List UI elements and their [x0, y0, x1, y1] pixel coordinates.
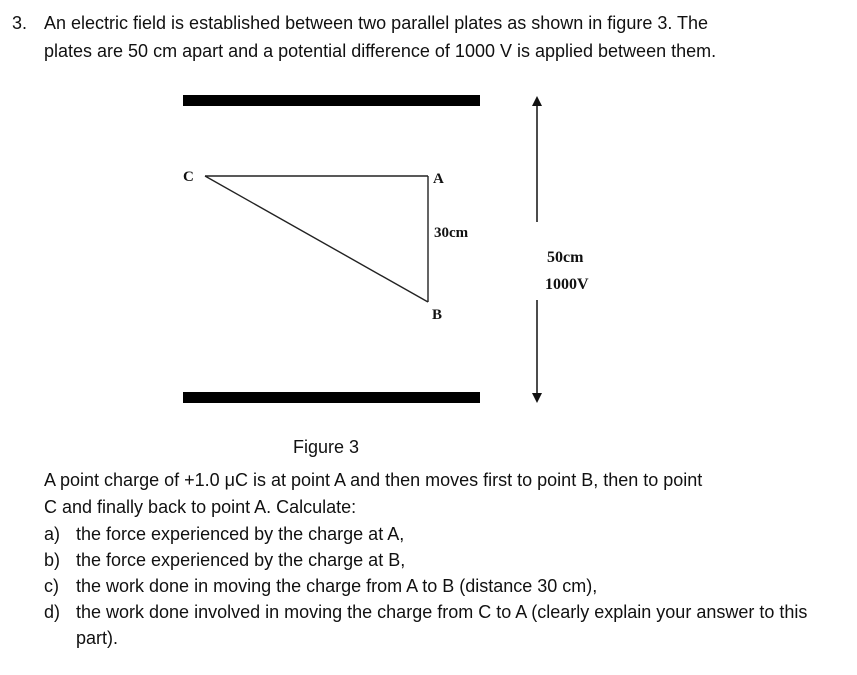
- part-d-letter: d): [44, 602, 61, 622]
- problem-line-1: A point charge of +1.0 μC is at point A and then moves first to point B, then to point: [44, 470, 703, 490]
- label-separation: 50cm: [547, 249, 584, 266]
- part-a-letter: a): [44, 524, 61, 544]
- bottom-plate: [183, 392, 480, 403]
- part-d-text: the work done involved in moving the charge from C to A (clearly explain your answer to this part).: [76, 602, 808, 648]
- label-point-b: B: [432, 307, 443, 323]
- part-b-text: the force experienced by the charge at B,: [76, 550, 406, 570]
- intro-line-1: An electric field is established between two parallel plates as shown in figure 3. The: [44, 13, 709, 33]
- part-c-letter: c): [44, 576, 59, 596]
- problem-line-2: C and finally back to point A. Calculate:: [44, 497, 357, 517]
- arrow-down-head: [532, 393, 542, 403]
- separation-arrow: [532, 96, 542, 403]
- part-a-text: the force experienced by the charge at A,: [76, 524, 405, 544]
- intro-line-2: plates are 50 cm apart and a potential difference of 1000 V is applied between them.: [44, 41, 717, 61]
- part-a: [44, 521, 844, 547]
- part-d: [44, 599, 821, 651]
- label-point-a: A: [433, 171, 444, 187]
- part-b-letter: b): [44, 550, 61, 570]
- part-b: [44, 547, 844, 573]
- triangle-cab: [205, 176, 428, 302]
- figure-caption: Figure 3: [293, 437, 360, 457]
- question-number: 3.: [12, 13, 28, 33]
- part-c-text: the work done in moving the charge from A to B (distance 30 cm),: [76, 576, 598, 596]
- problem-statement: [44, 467, 702, 521]
- label-side-ab: 30cm: [434, 225, 469, 241]
- side-cb: [205, 176, 428, 302]
- question-parts-list: [44, 521, 844, 651]
- label-voltage: 1000V: [545, 276, 589, 293]
- arrow-up-head: [532, 96, 542, 106]
- part-c: [44, 573, 844, 599]
- label-point-c: C: [183, 169, 194, 185]
- top-plate: [183, 95, 480, 106]
